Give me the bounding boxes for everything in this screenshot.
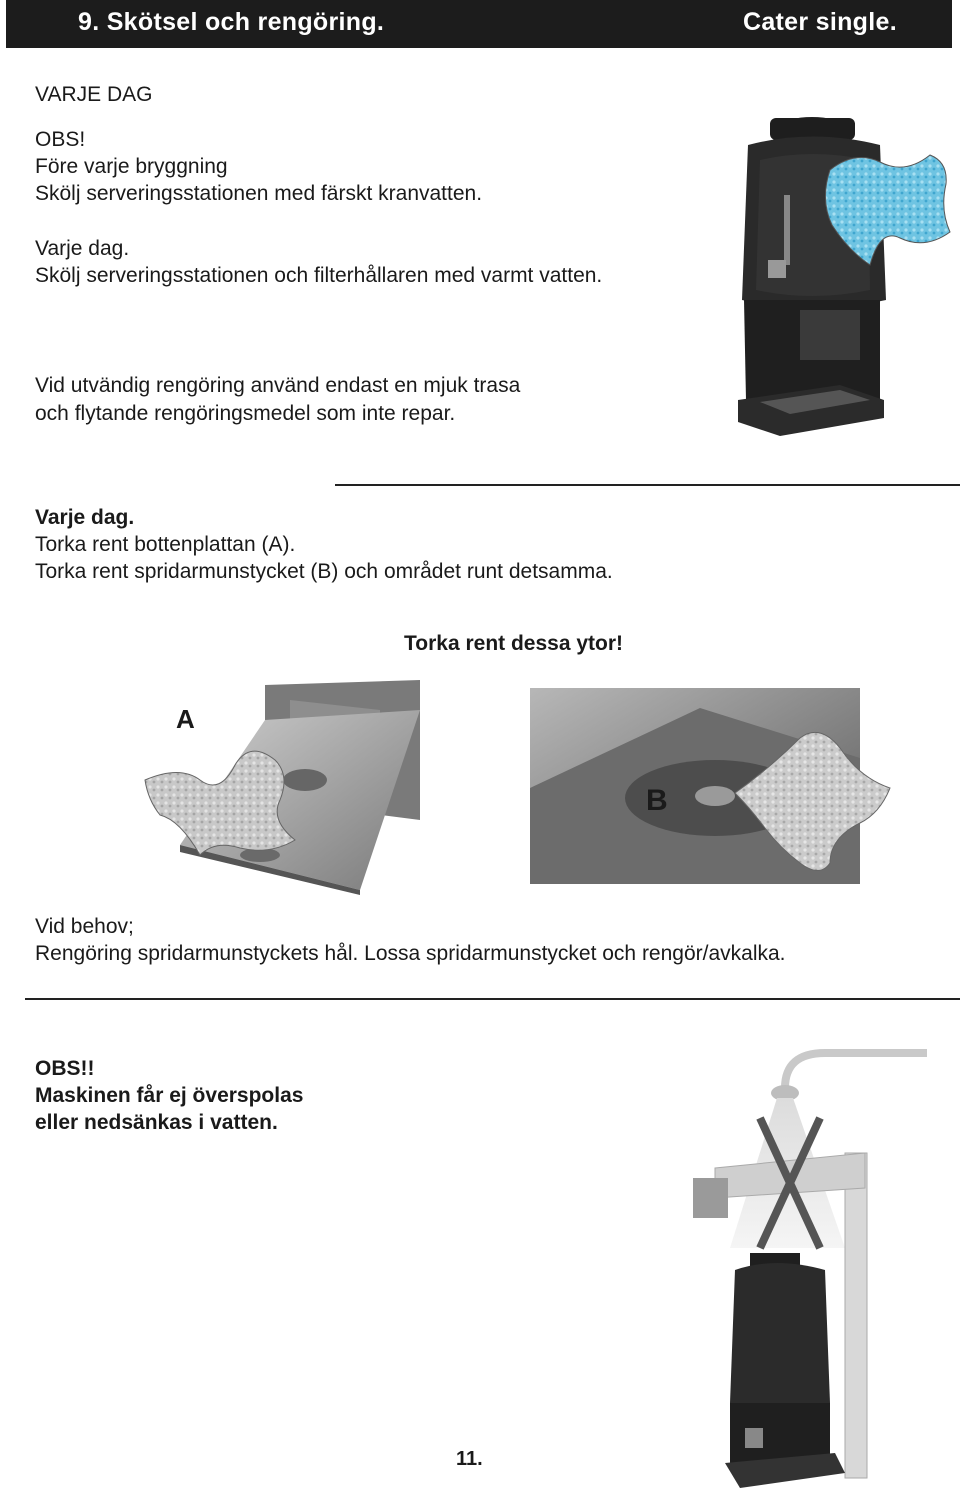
page-number: 11.	[456, 1448, 483, 1470]
daily-text: Skölj serveringsstationen och filterhållaren med varmt vatten.	[35, 264, 603, 287]
label-b: B	[646, 784, 668, 817]
before-brew-text: Skölj serveringsstationen med färskt kranvatten.	[35, 182, 483, 205]
page-header	[6, 0, 952, 48]
label-a: A	[176, 704, 195, 734]
daily-heading-2: Varje dag.	[35, 237, 130, 260]
daily-heading: VARJE DAG	[35, 83, 153, 106]
before-brew-heading: Före varje bryggning	[35, 155, 228, 178]
wipe-line-1: Torka rent bottenplattan (A).	[35, 533, 296, 556]
warning-obs: OBS!!	[35, 1057, 95, 1080]
section-divider-2	[25, 998, 960, 1000]
wipe-callout: Torka rent dessa ytor!	[404, 632, 624, 655]
dispenser-with-cloth-illustration	[720, 100, 955, 445]
wipe-line-2: Torka rent spridarmunstycket (B) och området runt detsamma.	[35, 560, 613, 583]
no-water-spray-illustration	[685, 1048, 935, 1493]
wipe-heading: Varje dag.	[35, 506, 135, 529]
exterior-line-1: Vid utvändig rengöring använd endast en mjuk trasa	[35, 374, 521, 397]
warning-line-2: eller nedsänkas i vatten.	[35, 1111, 278, 1134]
warning-line-1: Maskinen får ej överspolas	[35, 1084, 304, 1107]
as-needed-heading: Vid behov;	[35, 915, 134, 938]
section-divider	[335, 484, 960, 486]
as-needed-text: Rengöring spridarmunstyckets hål. Lossa spridarmunstycket och rengör/avkalka.	[35, 942, 786, 965]
section-title: 9. Skötsel och rengöring.	[78, 8, 385, 36]
spray-nozzle-illustration	[530, 688, 902, 884]
obs-label: OBS!	[35, 128, 86, 151]
model-name: Cater single.	[743, 8, 897, 36]
exterior-line-2: och flytande rengöringsmedel som inte repar.	[35, 402, 456, 425]
